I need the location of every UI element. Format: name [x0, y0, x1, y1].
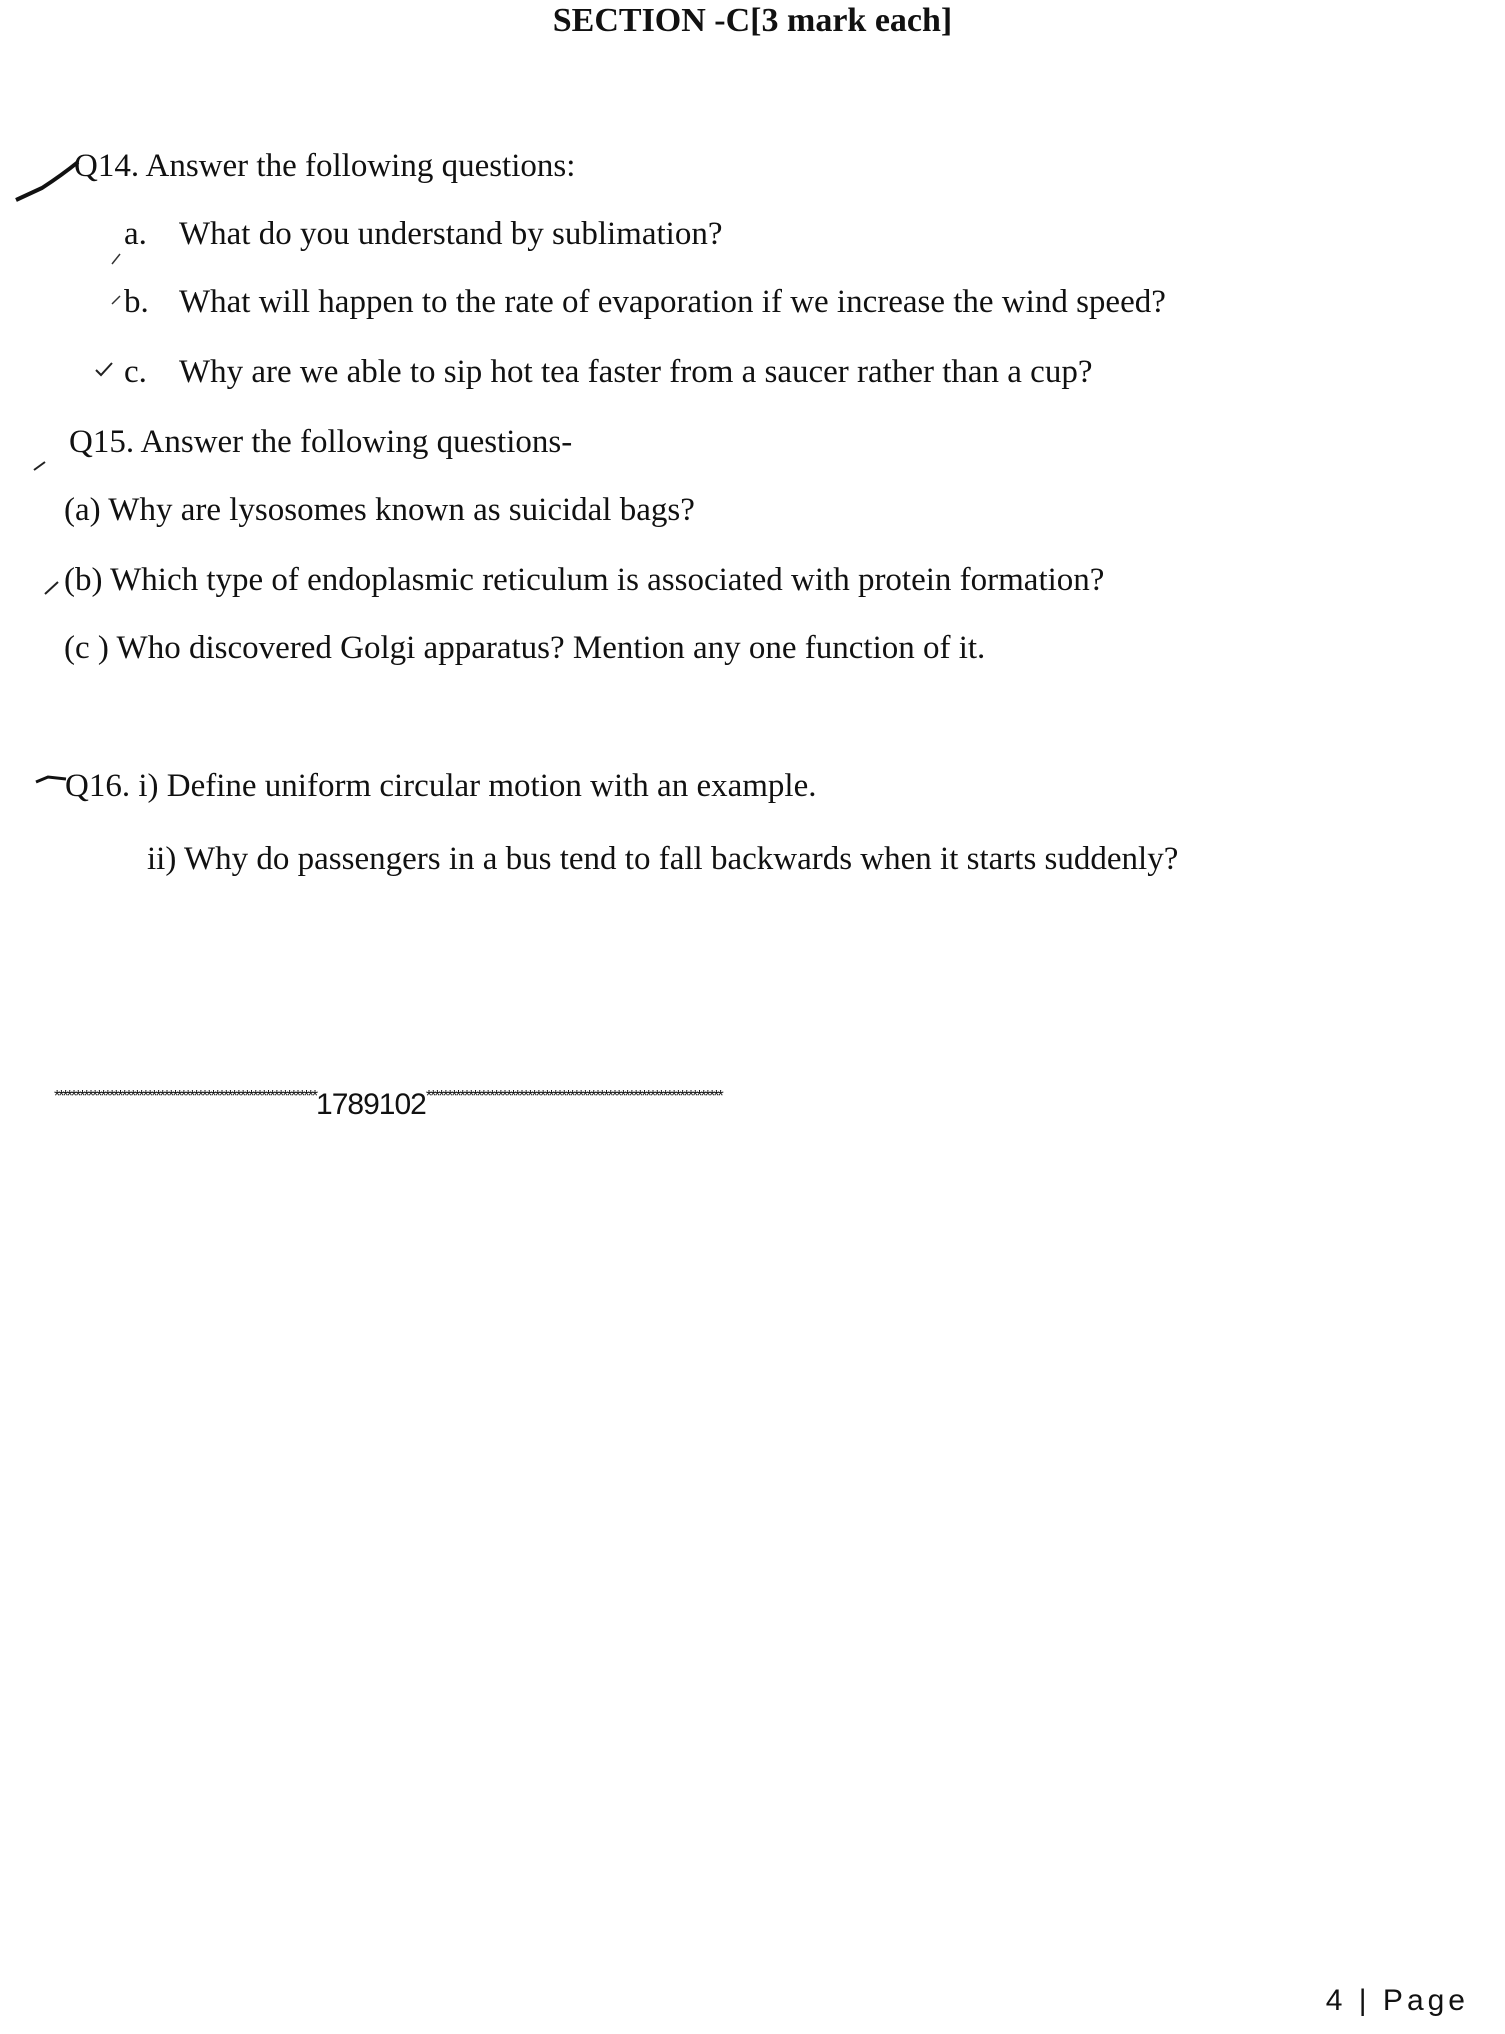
part-text: Why are lysosomes known as suicidal bags? [108, 492, 695, 528]
question-16 [65, 770, 816, 803]
part-text: Why do passengers in a bus tend to fall backwards when it starts suddenly? [183, 841, 1179, 877]
question-15c [64, 632, 985, 665]
section-title: SECTION -C[3 mark each] [552, 2, 953, 39]
part-text: Who discovered Golgi apparatus? Mention any one function of it. [116, 630, 986, 666]
part-label: (b) [64, 562, 103, 598]
question-14a-text: What do you understand by sublimation? [179, 216, 723, 252]
tick-icon [42, 578, 62, 598]
question-14 [74, 150, 575, 183]
tick-icon [94, 360, 116, 380]
question-14c-label: c. [124, 354, 147, 390]
footer-separator [54, 1088, 1494, 1122]
paper-code: 1789102 [316, 1088, 426, 1121]
question-number: Q16. [65, 768, 131, 804]
stars-right: ********************************************************************** [425, 1088, 722, 1105]
question-14b-label: b. [124, 284, 149, 320]
question-text: Answer the following questions: [145, 148, 576, 184]
part-text: Define uniform circular motion with an example. [166, 768, 817, 804]
part-label: (c ) [64, 630, 109, 666]
stars-left: ************************************************************** [54, 1088, 317, 1105]
checkmark-icon [12, 160, 82, 205]
question-14c-text: Why are we able to sip hot tea faster from a saucer rather than a cup? [179, 354, 1093, 390]
question-14b-text: What will happen to the rate of evaporation if we increase the wind speed? [179, 284, 1166, 320]
question-15a [64, 494, 695, 527]
part-label: (a) [64, 492, 101, 528]
part-text: Which type of endoplasmic reticulum is associated with protein formation? [110, 562, 1105, 598]
checkmark-icon [34, 772, 68, 788]
question-15 [69, 426, 572, 459]
part-label: ii) [147, 841, 177, 877]
page-number: 4 | Page [1325, 1984, 1469, 2017]
question-14a-label: a. [124, 216, 147, 252]
part-label: i) [138, 768, 159, 804]
question-16ii [147, 843, 1178, 876]
question-number: Q14. [74, 148, 140, 184]
question-15b [64, 564, 1104, 597]
tick-icon [110, 292, 124, 312]
question-number: Q15. [69, 424, 135, 460]
tick-icon [110, 252, 124, 266]
tick-icon [32, 458, 48, 474]
question-text: Answer the following questions- [140, 424, 573, 460]
